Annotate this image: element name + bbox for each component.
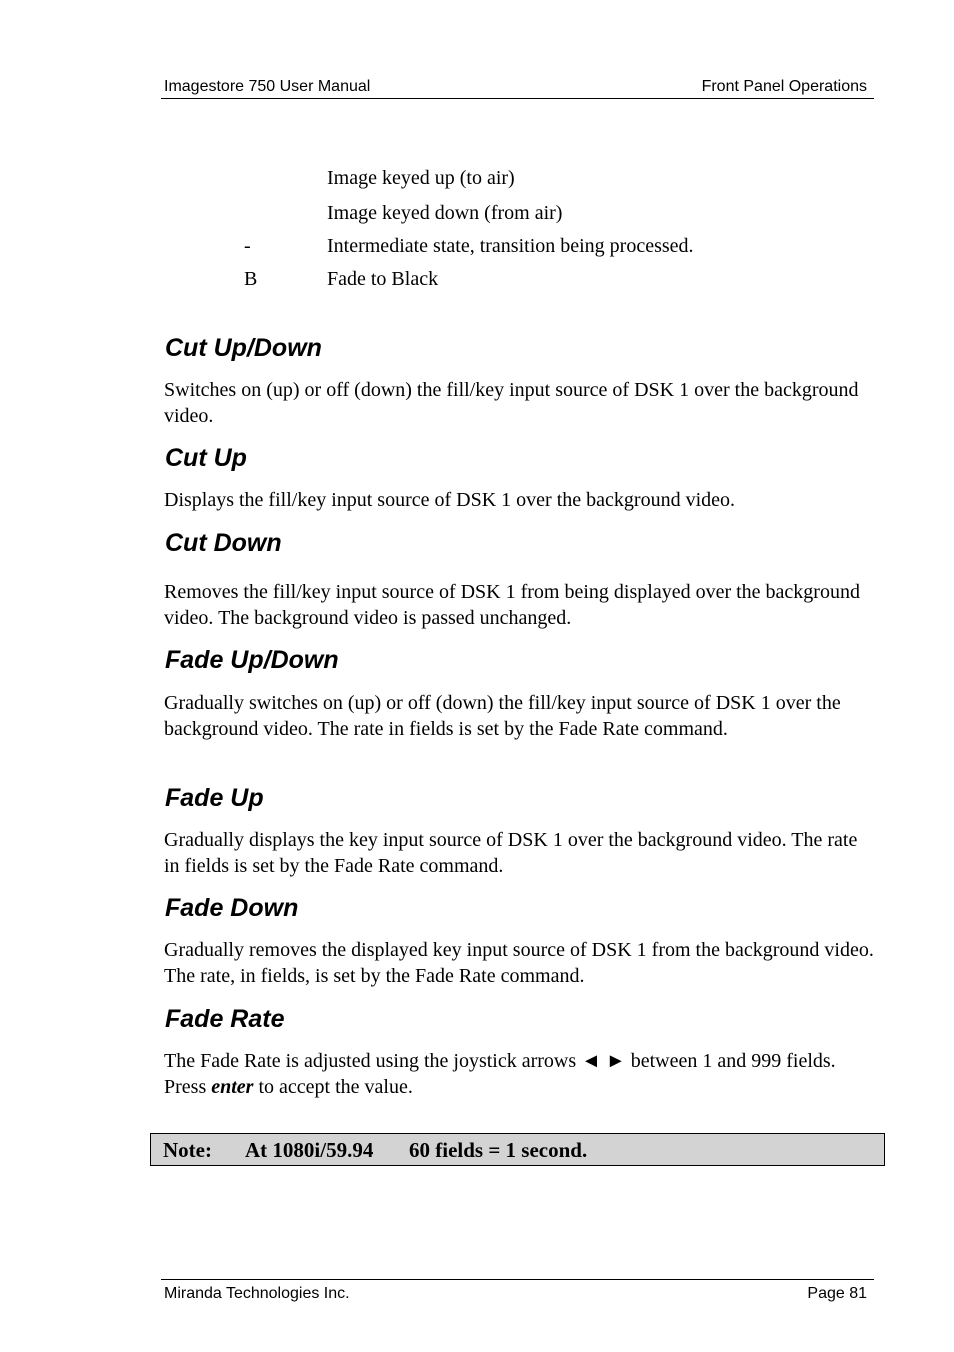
section-title-fade-down: Fade Down	[165, 894, 299, 922]
symbol-row-fade-to-black	[164, 266, 864, 296]
section-title-cut-up-down: Cut Up/Down	[165, 334, 322, 362]
note-box	[150, 1133, 885, 1166]
footer-page-number: Page 81	[807, 1285, 867, 1302]
symbol-row-keyed-down	[164, 200, 864, 230]
section-title-fade-up: Fade Up	[165, 784, 264, 812]
symbol-row-intermediate	[164, 233, 864, 263]
symbol-row-keyed-up	[164, 165, 864, 195]
symbol-description: Intermediate state, transition being processed.	[327, 235, 694, 257]
page-header	[161, 76, 874, 99]
symbol-description: Image keyed down (from air)	[327, 202, 563, 224]
note-label: Note:	[163, 1138, 212, 1162]
enter-key-emphasis: enter	[211, 1076, 254, 1098]
header-chapter-title: Front Panel Operations	[701, 78, 867, 95]
section-body-fade-up-down: Gradually switches on (up) or off (down) the fill/key input source of DSK 1 over the background video. The rate in fields is set by the Fade Rate command.	[164, 692, 841, 740]
section-body-fade-rate	[164, 1048, 876, 1100]
section-body-fade-down: Gradually removes the displayed key input source of DSK 1 from the background video. The rate, in fields, is set by the Fade Rate command.	[164, 939, 874, 987]
section-body-fade-up: Gradually displays the key input source of DSK 1 over the background video. The rate in fields is set by the Fade Rate command.	[164, 829, 858, 877]
section-title-fade-rate: Fade Rate	[165, 1005, 285, 1033]
symbol-description: Fade to Black	[327, 268, 439, 290]
note-value: 60 fields = 1 second.	[409, 1138, 588, 1162]
page-footer	[161, 1279, 874, 1303]
footer-company: Miranda Technologies Inc.	[164, 1285, 350, 1302]
symbol-description: Image keyed up (to air)	[327, 167, 515, 189]
section-title-cut-down: Cut Down	[165, 529, 282, 557]
section-body-cut-up-down: Switches on (up) or off (down) the fill/key input source of DSK 1 over the background video.	[164, 379, 859, 427]
fade-rate-text-start: The Fade Rate is adjusted using the joystick arrows ◄ ► between 1 and 999 fields. Press	[164, 1050, 836, 1098]
header-manual-title: Imagestore 750 User Manual	[164, 78, 371, 95]
section-body-cut-up: Displays the fill/key input source of DSK 1 over the background video.	[164, 489, 735, 511]
symbol-key: B	[244, 268, 258, 290]
section-body-cut-down: Removes the fill/key input source of DSK 1 from being displayed over the background video. The background video is passed unchanged.	[164, 581, 860, 629]
note-context: At 1080i/59.94	[245, 1138, 374, 1162]
section-title-fade-up-down: Fade Up/Down	[165, 646, 339, 674]
fade-rate-text-end: to accept the value.	[253, 1076, 413, 1098]
section-title-cut-up: Cut Up	[165, 444, 247, 472]
symbol-key: -	[244, 235, 251, 257]
